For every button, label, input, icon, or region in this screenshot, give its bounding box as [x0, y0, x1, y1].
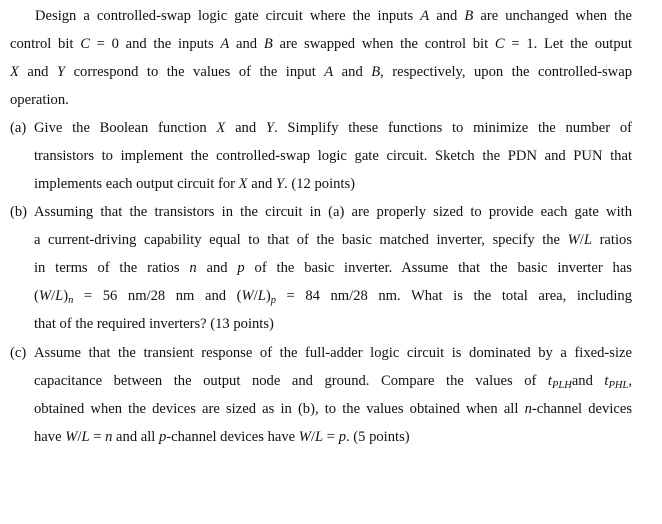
part-b-line-5: that of the required inverters? (13 points) — [34, 316, 274, 332]
part-b-line-1: Assuming that the transistors in the circuit in (a) are properly sized to provide each gate with — [34, 204, 632, 220]
intro-line-1: Design a controlled-swap logic gate circuit where the inputs A and B are unchanged when the — [35, 8, 632, 24]
part-a-line-1: Give the Boolean function X and Y. Simplify these functions to minimize the number of — [34, 120, 632, 136]
part-b-line-3: in terms of the ratios n and p of the basic inverter. Assume that the basic inverter has — [34, 260, 632, 276]
intro-line-3: X and Y correspond to the values of the input A and B, respectively, upon the controlled-swap — [10, 64, 632, 80]
part-c-line-2: capacitance between the output node and ground. Compare the values of $t_{PLH}and$ $t_{PHL}$, — [34, 373, 632, 391]
part-b-line-2: a current-driving capability equal to that of the basic matched inverter, specify the W/L ratios — [34, 232, 632, 248]
part-b-label: (b) — [10, 204, 28, 220]
part-a-line-3: implements each output circuit for X and Y. (12 points) — [34, 176, 356, 192]
part-c-line-3: obtained when the devices are sized as in (b), to the values obtained when all n-channel devices — [34, 401, 633, 417]
part-c-label: (c) — [10, 345, 27, 361]
intro-line-2: control bit C = 0 and the inputs A and B are swapped when the control bit C = 1. Let the output — [10, 36, 633, 52]
intro-line-4: operation. — [10, 92, 69, 108]
part-b-line-4: $(W/L)_n = 56$ nm/28 nm and $(W/L)_p = 84$ nm/28 nm. What is the total area, including — [34, 288, 632, 306]
part-a-label: (a) — [10, 120, 27, 136]
part-c-line-1: Assume that the transient response of the full-adder logic circuit is dominated by a fixed-size — [34, 345, 632, 361]
part-a-line-2: transistors to implement the controlled-swap logic gate circuit. Sketch the PDN and PUN that — [34, 148, 632, 164]
part-c-line-4: have W/L = n and all p-channel devices have W/L = p. (5 points) — [34, 429, 410, 445]
